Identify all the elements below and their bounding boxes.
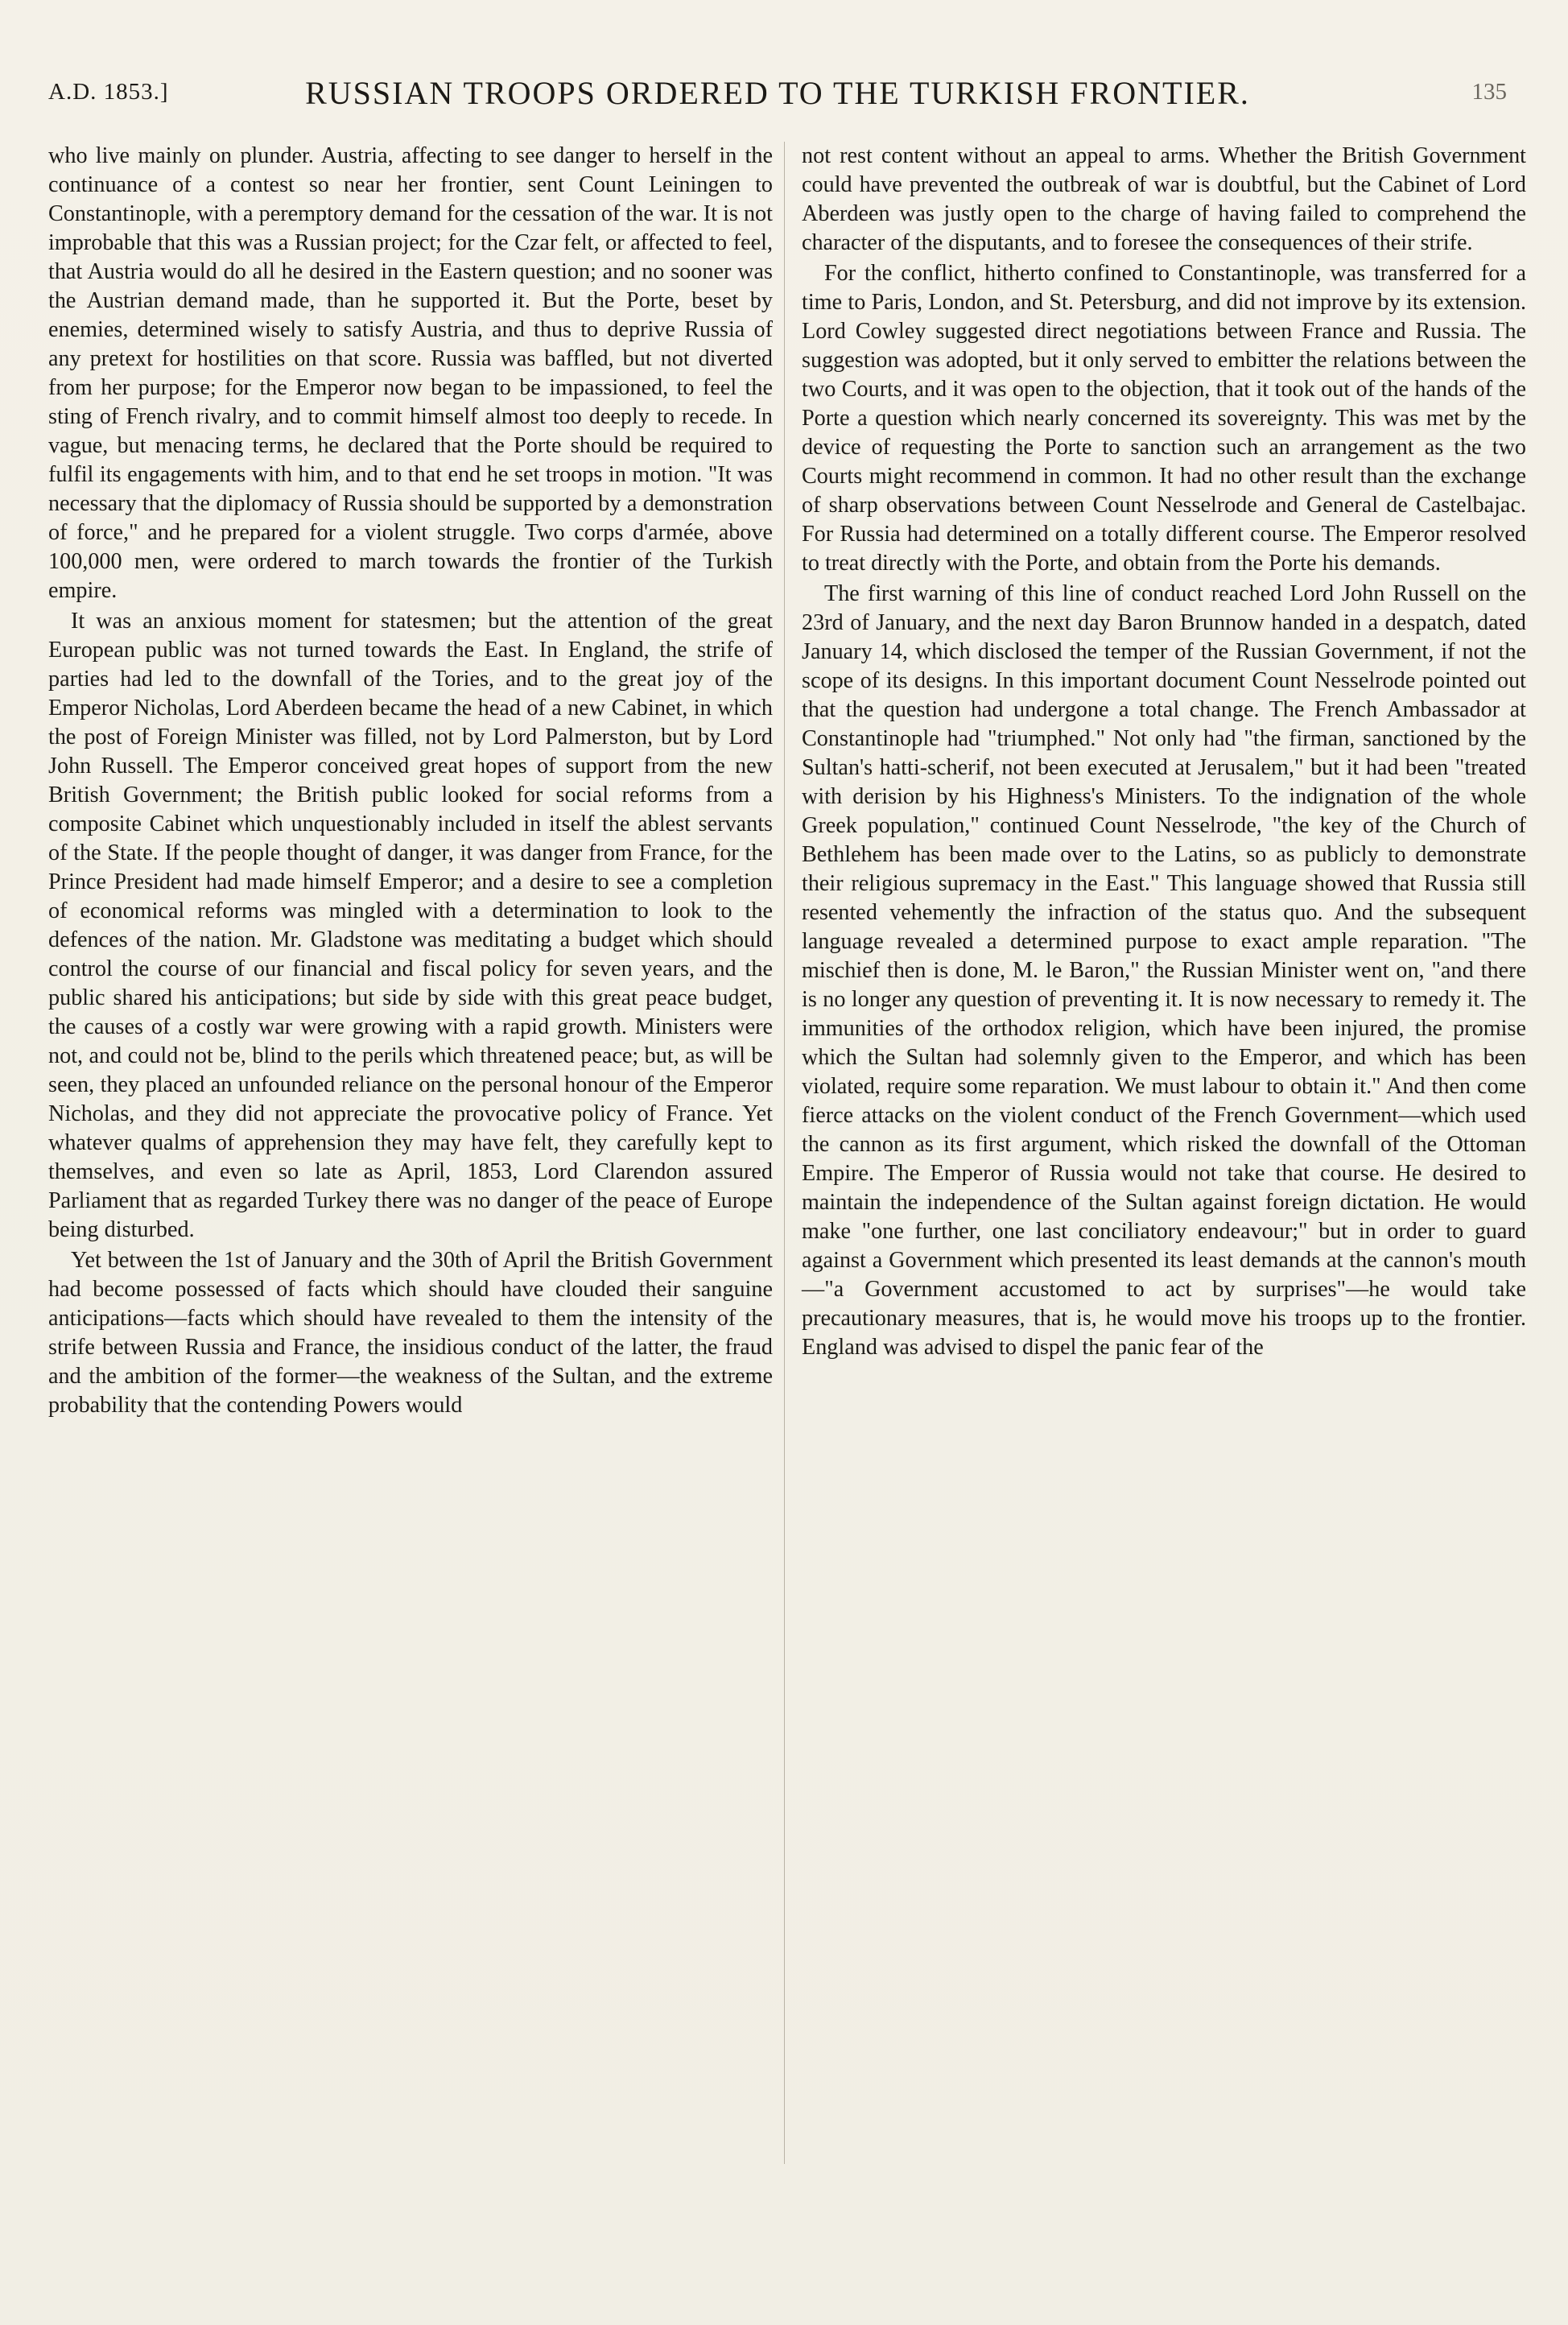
paragraph: It was an anxious moment for statesmen; but the attention of the great European public was not turned towards the East. In England, the strife of parties had led to the downfall of the Tories, and to the great joy of the Emperor Nicholas, Lord Aberdeen became the head of a new Cabinet, in which the post of Foreign Minister was filled, not by Lord Palmerston, but by Lord John Russell. The Emperor conceived great hopes of support from the new British Government; the British public looked for social reforms from a composite Cabinet which unquestionably included in itself the ablest servants of the State. If the people thought of danger, it was danger from France, for the Prince President had made himself Emperor; and a desire to see a completion of economical reforms was mingled with a determination to look to the defences of the nation. Mr. Gladstone was meditating a budget which should control the course of our financial and fiscal policy for seven years, and the public shared his anticipations; but side by side with this great peace budget, the causes of a costly war were growing with a rapid growth. Ministers were not, and could not be, blind to the perils which threatened peace; but, as will be seen, they placed an unfounded reliance on the personal honour of the Emperor Nicholas, and they did not appreciate the provocative policy of France. Yet whatever qualms of apprehension they may have felt, they carefully kept to themselves, and even so late as April, 1853, Lord Clarendon assured Parliament that as regarded Turkey there was no danger of the peace of Europe being disturbed. bbox=[48, 609, 773, 1242]
paragraph: For the conflict, hitherto confined to Constantinople, was transferred for a time to Paris, London, and St. Petersburg, and did not improve by its extension. Lord Cowley suggested direct negotiations between France and Russia. The suggestion was adopted, but it only served to embitter the relations between the two Courts, and it was open to the objection, that it took out of the hands of the Porte a question which nearly concerned its sovereignty. This was met by the device of requesting the Porte to sanction such an arrangement as the two Courts might recommend in common. It had no other result than the exchange of sharp observations between Count Nesselrode and General de Castelbajac. For Russia had determined on a totally different course. The Emperor resolved to treat directly with the Porte, and obtain from the Porte his demands. bbox=[802, 261, 1526, 576]
paragraph: Yet between the 1st of January and the 30th of April the British Government had become possessed of facts which should have clouded their sanguine anticipations—facts which should have revealed to them the intensity of the strife between Russia and France, the insidious conduct of the latter, the fraud and the ambition of the former—the weakness of the Sultan, and the extreme probability that the contending Powers would bbox=[48, 1248, 773, 1418]
right-column bbox=[802, 142, 1526, 1362]
running-header bbox=[48, 71, 1507, 119]
left-column bbox=[48, 142, 773, 1420]
header-date: A.D. 1853.] bbox=[48, 79, 169, 105]
paragraph: not rest content without an appeal to arms. Whether the British Government could have prevented the outbreak of war is doubtful, but the Cabinet of Lord Aberdeen was justly open to the charge of having failed to comprehend the character of the disputants, and to foresee the consequences of their strife. bbox=[802, 143, 1526, 255]
paragraph: who live mainly on plunder. Austria, affecting to see danger to herself in the continuance of a contest so near her frontier, sent Count Leiningen to Constantinople, with a peremptory demand for the cessation of the war. It is not improbable that this was a Russian project; for the Czar felt, or affected to feel, that Austria would do all he desired in the Eastern question; and no sooner was the Austrian demand made, than he supported it. But the Porte, beset by enemies, determined wisely to satisfy Austria, and thus to deprive Russia of any pretext for hostilities on that score. Russia was baffled, but not diverted from her purpose; for the Emperor now began to be impassioned, to feel the sting of French rivalry, and to commit himself almost too deeply to recede. In vague, but menacing terms, he declared that the Porte should be required to fulfil its engagements with him, and to that end he set troops in motion. "It was necessary that the diplomacy of Russia should be supported by a demonstration of force," and he prepared for a violent struggle. Two corps d'armée, above 100,000 men, were ordered to march towards the frontier of the Turkish empire. bbox=[48, 143, 773, 603]
paragraph: The first warning of this line of conduct reached Lord John Russell on the 23rd of January, and the next day Baron Brunnow handed in a despatch, dated January 14, which disclosed the temper of the Russian Government, if not the scope of its designs. In this important document Count Nesselrode pointed out that the question had undergone a total change. The French Ambassador at Constantinople had "triumphed." Not only had "the firman, sanctioned by the Sultan's hatti-scherif, not been executed at Jerusalem," but it had been "treated with derision by his Highness's Ministers. To the indignation of the whole Greek population," continued Count Nesselrode, "the key of the Church of Bethlehem has been made over to the Latins, so as publicly to demonstrate their religious supremacy in the East." This language showed that Russia still resented vehemently the infraction of the status quo. And the subsequent language revealed a determined purpose to exact ample reparation. "The mischief then is done, M. le Baron," the Russian Minister went on, "and there is no longer any question of preventing it. It is now necessary to remedy it. The immunities of the orthodox religion, which have been injured, the promise which the Sultan had solemnly given to the Emperor, and which has been violated, require some reparation. We must labour to obtain it." And then come fierce attacks on the violent conduct of the French Government—which used the cannon as its first argument, which risked the downfall of the Ottoman Empire. The Emperor of Russia would not take that course. He desired to maintain the independence of the Sultan against foreign dictation. He would make "one further, one last conciliatory endeavour;" but in order to guard against a Government which presented its least demands at the cannon's mouth—"a Government accustomed to act by surprises"—he would take precautionary measures, that is, he would move his troops up to the frontier. England was advised to dispel the panic fear of the bbox=[802, 581, 1526, 1360]
column-divider bbox=[784, 142, 785, 2164]
page-number: 135 bbox=[1471, 79, 1507, 105]
header-title: RUSSIAN TROOPS ORDERED TO THE TURKISH FRONTIER. bbox=[305, 75, 1250, 111]
